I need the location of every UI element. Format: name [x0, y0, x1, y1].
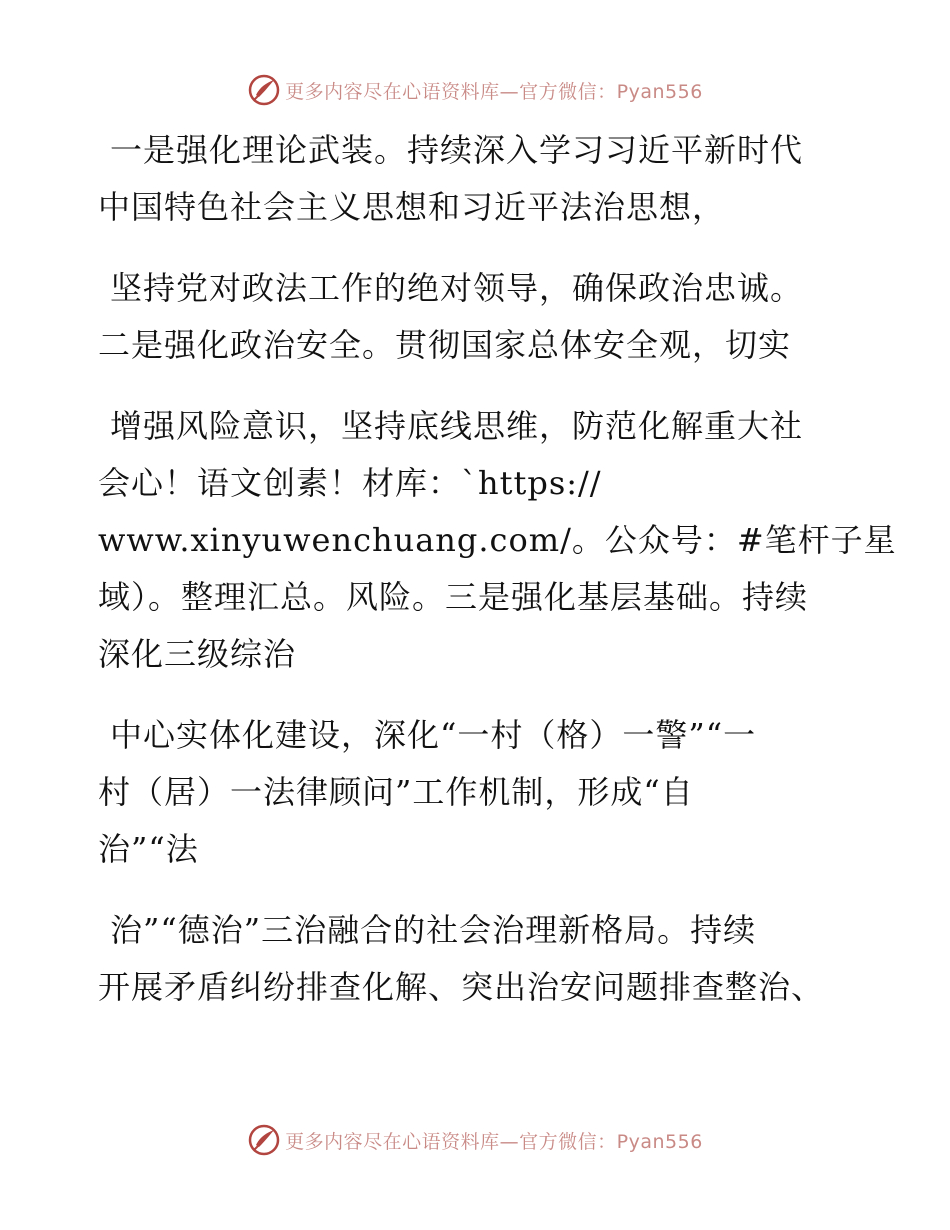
watermark-group: [247, 73, 703, 107]
header-watermark: [0, 70, 950, 110]
text-line: 治”“德治”三治融合的社会治理新格局。持续: [110, 911, 757, 949]
document-body: [98, 122, 897, 1016]
watermark-text: 更多内容尽在心语资料库—官方微信：Pyan556: [285, 80, 703, 103]
text-line: 中国特色社会主义思想和习近平法治思想，: [98, 188, 726, 226]
footer-watermark: [0, 1120, 950, 1160]
paragraph-2: [98, 260, 858, 374]
pen-logo-icon: [247, 73, 281, 107]
text-line: 域）。整理汇总。风险。三是强化基层基础。持续: [98, 578, 809, 616]
text-line: 村（居）一法律顾问”工作机制，形成“自: [98, 773, 694, 811]
text-line: 深化三级综治: [98, 635, 297, 673]
text-line: 坚持党对政法工作的绝对领导，确保政治忠诚。: [110, 269, 804, 307]
text-line: 中心实体化建设，深化“一村（格）一警”“一: [110, 716, 757, 754]
watermark-text: 更多内容尽在心语资料库—官方微信：Pyan556: [285, 1130, 703, 1153]
text-line: 开展矛盾纠纷排查化解、突出治安问题排查整治、: [98, 968, 825, 1006]
paragraph-3: [98, 398, 897, 683]
text-line: 二是强化政治安全。贯彻国家总体安全观，切实: [98, 326, 792, 364]
text-line: 增强风险意识，坚持底线思维，防范化解重大社: [110, 407, 804, 445]
text-line-url: www.xinyuwenchuang.com/。公众号：#笔杆子星: [98, 521, 897, 559]
pen-logo-icon: [247, 1123, 281, 1157]
text-line: 一是强化理论武装。持续深入学习习近平新时代: [110, 131, 804, 169]
text-line: 治”“法: [98, 830, 199, 868]
paragraph-1: [98, 122, 858, 236]
text-line: 会心！语文创素！材库：`https://: [98, 464, 602, 502]
paragraph-5: [98, 902, 858, 1016]
watermark-group: [247, 1123, 703, 1157]
paragraph-4: [98, 707, 858, 878]
